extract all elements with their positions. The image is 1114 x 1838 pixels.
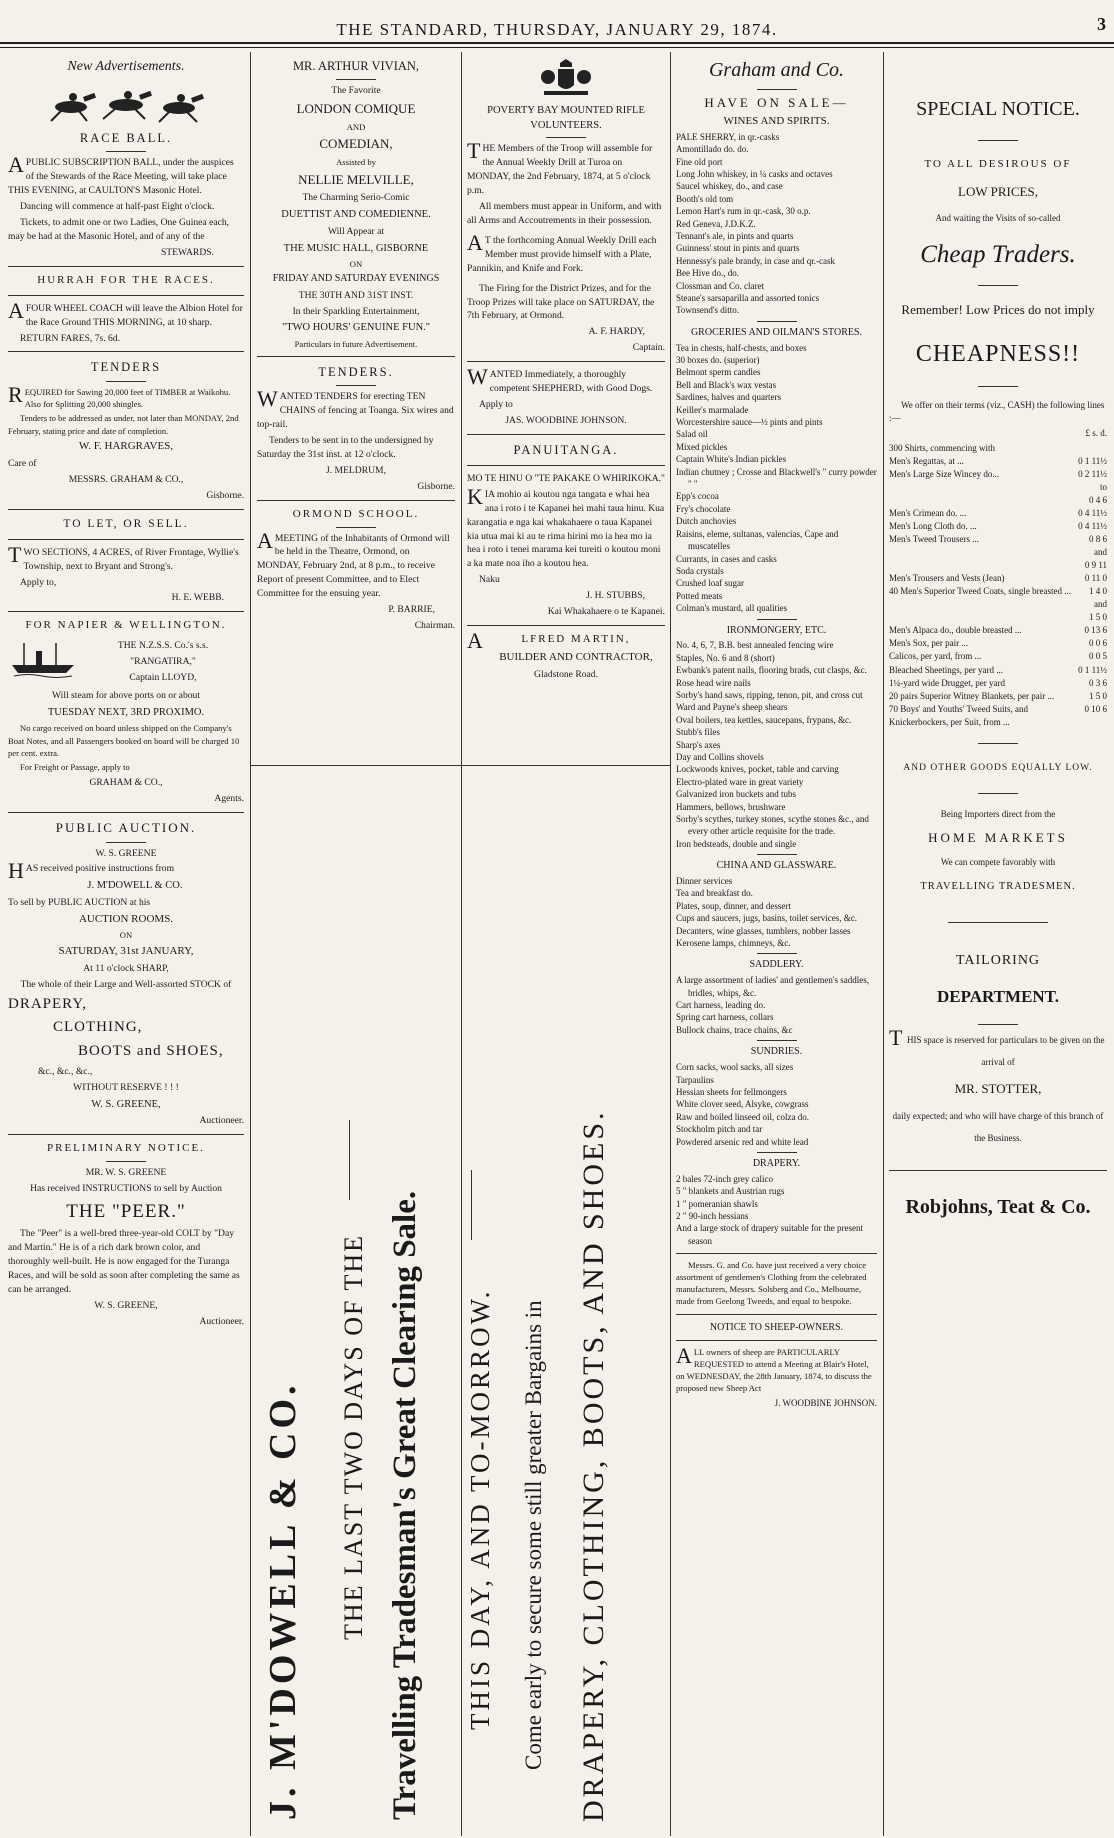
list-item: Stubb's files bbox=[676, 727, 720, 738]
list-item: Day and Collins shovels bbox=[676, 751, 764, 762]
vertical-ad-line-3: Travelling Tradesman's Great Clearing Sale. bbox=[387, 1190, 423, 1820]
list-item: Staples, No. 6 and 8 (short) bbox=[676, 652, 775, 663]
price-item-value: 0 0 6 bbox=[1089, 638, 1107, 649]
list-item: Salad oil bbox=[676, 429, 708, 440]
grocery-list bbox=[676, 342, 877, 615]
price-item-value: 0 4 11½ bbox=[1078, 507, 1107, 518]
list-item: Booth's old tom bbox=[676, 193, 734, 204]
list-item: Currants, in cases and casks bbox=[676, 553, 777, 564]
column-divider bbox=[883, 52, 884, 1836]
list-item: Worcestershire sauce—½ pints and pints bbox=[676, 417, 823, 428]
price-row bbox=[889, 507, 1107, 520]
newspaper-title: THE STANDARD, THURSDAY, JANUARY 29, 1874. bbox=[336, 20, 778, 39]
price-row bbox=[889, 637, 1107, 650]
price-item-value: 1 5 0 bbox=[1089, 690, 1107, 701]
vertical-ad-line-1: J. M'DOWELL & CO. bbox=[262, 1381, 304, 1820]
price-list bbox=[889, 442, 1107, 729]
to-let-title: TO LET, OR SELL. bbox=[63, 518, 189, 531]
list-item: Bell and Black's wax vestas bbox=[676, 379, 777, 390]
list-item: Raisins, eleme, sultanas, valencias, Cape and muscatelles bbox=[676, 528, 839, 552]
price-item-value: 0 2 11½ bbox=[1078, 468, 1107, 479]
price-row bbox=[889, 677, 1107, 690]
list-item: White clover seed, Alsyke, cowgrass bbox=[676, 1099, 809, 1110]
price-item-value: 0 4 6 bbox=[1089, 494, 1107, 505]
china-list bbox=[676, 875, 877, 949]
price-item-value: 0 1 11½ bbox=[1078, 664, 1107, 675]
price-item-value: and bbox=[1094, 599, 1107, 610]
price-row bbox=[889, 572, 1107, 585]
list-item: Tennant's ale, in pints and quarts bbox=[676, 230, 794, 241]
list-item: Colman's mustard, all qualities bbox=[676, 603, 788, 614]
list-item: 1 " pomeranian shawls bbox=[676, 1198, 758, 1209]
price-item-value: 1 4 0 bbox=[1089, 586, 1107, 597]
price-item-value: and bbox=[1094, 547, 1107, 558]
saddlery-list bbox=[676, 974, 877, 1036]
price-item-value: 0 9 11 bbox=[1084, 560, 1107, 571]
price-item-value: 0 1 11½ bbox=[1078, 455, 1107, 466]
price-row bbox=[889, 598, 1107, 611]
list-item: Soda crystals bbox=[676, 565, 724, 576]
list-item: 2 bales 72-inch grey calico bbox=[676, 1173, 773, 1184]
list-item: Crushed loaf sugar bbox=[676, 578, 744, 589]
price-item-name: Bleached Sheetings, per yard ... bbox=[889, 664, 1003, 675]
graham-heading: Graham and Co. bbox=[708, 59, 844, 81]
list-item: Corn sacks, wool sacks, all sizes bbox=[676, 1062, 794, 1073]
list-item: No. 4, 6, 7, B.B. best annealed fencing wire bbox=[676, 640, 834, 651]
list-item: Sorby's hand saws, ripping, tenon, pit, and cross cut bbox=[676, 689, 863, 700]
masthead bbox=[0, 0, 1114, 44]
list-item: Electro-plated ware in great variety bbox=[676, 776, 804, 787]
peer-heading: THE "PEER." bbox=[66, 1200, 186, 1222]
list-item: Tea in chests, half-chests, and boxes bbox=[676, 342, 807, 353]
price-item-value: 0 0 5 bbox=[1089, 651, 1107, 662]
price-item-name: Men's Sox, per pair ... bbox=[889, 638, 969, 649]
price-item-name: 20 pairs Superior Witney Blankets, per pair ... bbox=[889, 690, 1055, 701]
price-item-value: 1 5 0 bbox=[1089, 612, 1107, 623]
price-row bbox=[889, 494, 1107, 507]
list-item: Sardines, halves and quarters bbox=[676, 392, 781, 403]
list-item: Keiller's marmalade bbox=[676, 404, 749, 415]
list-item: Hessian sheets for fellmongers bbox=[676, 1086, 787, 1097]
list-item: Hammers, bellows, brushware bbox=[676, 801, 786, 812]
price-item-value: 0 10 6 bbox=[1084, 703, 1107, 714]
list-item: Guinness' stout in pints and quarts bbox=[676, 243, 800, 254]
list-item: Spring cart harness, collars bbox=[676, 1012, 774, 1023]
list-item: And a large stock of drapery suitable for the present season bbox=[676, 1223, 864, 1246]
list-item: Hennessy's pale brandy, in case and qr.-cask bbox=[676, 255, 835, 266]
column-divider bbox=[250, 52, 251, 1836]
race-horses-icon bbox=[41, 81, 211, 125]
page-number: 3 bbox=[1097, 14, 1106, 34]
price-row bbox=[889, 468, 1107, 481]
list-item: Oval boilers, tea kettles, saucepans, frypans, &c. bbox=[676, 714, 852, 725]
list-item: Plates, soup, dinner, and dessert bbox=[676, 900, 791, 911]
list-item: Galvanized iron buckets and tubs bbox=[676, 789, 796, 800]
list-item: Ewbank's patent nails, flooring brads, cut clasps, &c. bbox=[676, 665, 867, 676]
list-item: Potted meats bbox=[676, 590, 723, 601]
school-title: ORMOND SCHOOL. bbox=[292, 507, 420, 520]
list-item: Lemon Hart's rum in qr.-cask, 30 o.p. bbox=[676, 206, 811, 217]
price-item-name: Calicos, per yard, from ... bbox=[889, 651, 982, 662]
list-item: Tarpaulins bbox=[676, 1074, 714, 1085]
tenders-2-title: TENDERS. bbox=[318, 365, 394, 380]
wines-list bbox=[676, 131, 877, 317]
list-item: Stockholm pitch and tar bbox=[676, 1124, 763, 1135]
column-2: MR. ARTHUR VIVIAN, The Favorite LONDON COMIQUE AND COMEDIAN, Assisted by NELLIE MELVILLE, The Charming Serio-Comic DUETTIST AND COMEDIENNE. Will Appear at THE MUSIC HALL, GISBORNE ON FRIDAY AND SATURDAY EVENINGS THE 30TH AND 31ST INST. In their Sparkling Entertainment, "TWO HOURS' GENUINE FUN." Particulars in future Advertisement. TENDERS. WANTED TENDERS for erecting TEN CHAINS of fencing at Toanga. Six wires and top-rail. Tenders to be sent in to the undersigned by Saturday the 31st inst. at 12 o'clock. J. MELDRUM, Gisborne. ORMOND SCHOOL. AMEETING of the Inhabitants of Ormond will be held in the Theatre, Ormond, on MONDAY, February 2nd, at 8 p.m., to receive Report of present Committee, and to Elect Committee for the ensuing year. P. BARRIE, Chairman. bbox=[257, 59, 455, 631]
price-row bbox=[889, 585, 1107, 598]
price-row bbox=[889, 442, 1107, 455]
price-item-name: 70 Boys' and Youths' Tweed Suits, and Knickerbockers, per Suit, from ... bbox=[889, 703, 1028, 727]
list-item: 2 " 90-inch hessians bbox=[676, 1210, 749, 1221]
price-row bbox=[889, 455, 1107, 468]
list-item: A large assortment of ladies' and gentlemen's saddles, bridles, whips, &c. bbox=[676, 975, 870, 998]
price-item-name: Men's Large Size Wincey do... bbox=[889, 468, 1000, 479]
cheapness: CHEAPNESS!! bbox=[915, 340, 1081, 367]
list-item: Cart harness, leading do. bbox=[676, 1000, 766, 1011]
price-row bbox=[889, 650, 1107, 663]
cheap-traders: Cheap Traders. bbox=[920, 240, 1076, 268]
list-item: Steane's sarsaparilla and assorted tonics bbox=[676, 292, 820, 303]
price-row bbox=[889, 559, 1107, 572]
price-item-name: Men's Regattas, at ... bbox=[889, 455, 964, 466]
ad-top-rule bbox=[250, 765, 670, 766]
price-row bbox=[889, 481, 1107, 494]
masthead-rule bbox=[0, 42, 1114, 44]
column-4: Graham and Co. HAVE ON SALE— WINES AND SPIRITS. PALE SHERRY, in qr.-casks Amontillado do. do. Fine old port Long John whiskey, in ¼ casks and octaves Saucel whiskey, do., and case Booth's old tom Lemon Hart's rum in qr.-cask, 30 o.p. Red Geneva, J.D.K.Z. Tennant's ale, in pints and quarts Guinness' stout in pints and quarts Hennessy's pale brandy, in case and qr.-cask Bee Hive do., do. Clossman and Co. claret Steane's sarsaparilla and assorted tonics Townsend's ditto. GROCERIES AND OILMAN'S STORES. Tea in chests, half-chests, and boxes 30 boxes do. (superior) Belmont sperm candles Bell and Black's wax vestas Sardines, halves and quarters Keiller's marmalade Worcestershire sauce—½ pints and pints Salad oil Mixed pickles Captain White's Indian pickles Indian chutney ; Crosse and Blackwell's " curry powder " " Epp's cocoa Fry's chocolate Dutch anchovies Raisins, eleme, sultanas, valencias, Cape and muscatelles Currants, in cases and casks Soda crystals Crushed loaf sugar Potted meats Colman's mustard, all qualities IRONMONGERY, ETC. No. 4, 6, 7, B.B. best annealed fencing wire Staples, No. 6 and 8 (short) Ewbank's patent nails, flooring brads, cut clasps, &c. Rose head wire nails Sorby's hand saws, ripping, tenon, pit, and cross cut Ward and Payne's sheep shears Oval boilers, tea kettles, saucepans, frypans, &c. Stubb's files Sharp's axes Day and Collins shovels Lockwoods knives, pocket, table and carving Electro-plated ware in great variety Galvanized iron buckets and tubs Hammers, bellows, brushware Sorby's scythes, turkey stones, scythe stones &c., and every other article requisite for the trade. Iron bedsteads, double and single CHINA AND GLASSWARE. Dinner services Tea and breakfast do. Plates, soup, dinner, and dessert Cups and saucers, jugs, basins, toilet services, &c. Decanters, wine glasses, tumblers, nobber lasses Kerosene lamps, chimneys, &c. SADDLERY. A large assortment of ladies' and gentlemen's saddles, bridles, whips, &c. Cart harness, leading do. Spring cart harness, collars Bullock chains, trace chains, &c SUNDRIES. Corn sacks, wool sacks, all sizes Tarpaulins Hessian sheets for fellmongers White clover seed, Alsyke, cowgrass Raw and boiled linseed oil, colza do. Stockholm pitch and tar Powdered arsenic red and white lead DRAPERY. 2 bales 72-inch grey calico 5 " blankets and Austrian rugs 1 " pomeranian shawls 2 " 90-inch hessians And a large stock of drapery suitable for the present season Messrs. G. and Co. have just received a very choice assortment of gentlemen's Clothing from the celebrated manufacturers, Messrs. Solsberg and Co., Melbourne, made from Geelong Tweeds, and equal to bespoke. NOTICE TO SHEEP-OWNERS. ALL owners of sheep are PARTICULARLY REQUESTED to attend a Meeting at Blair's Hotel, on WEDNESDAY, the 28th January, 1874, to discuss the proposed new Sheep Act J. WOODBINE JOHNSON. bbox=[676, 59, 877, 1408]
panuitanga-title: PANUITANGA. bbox=[513, 442, 619, 457]
price-item-name: Men's Long Cloth do. ... bbox=[889, 520, 977, 531]
rifle-title: POVERTY BAY MOUNTED RIFLE VOLUNTEERS. bbox=[487, 105, 645, 132]
price-row bbox=[889, 624, 1107, 637]
vertical-ad-line-4: THIS DAY, AND TO-MORROW. bbox=[465, 1288, 495, 1730]
list-item: PALE SHERRY, in qr.-casks bbox=[676, 131, 780, 142]
list-item: Belmont sperm candles bbox=[676, 367, 761, 378]
list-item: Amontillado do. do. bbox=[676, 144, 749, 155]
race-ball-title: RACE BALL. bbox=[79, 131, 173, 146]
coat-of-arms-icon bbox=[536, 59, 596, 99]
hurrah-title: HURRAH FOR THE RACES. bbox=[37, 273, 215, 286]
list-item: Decanters, wine glasses, tumblers, nobber lasses bbox=[676, 925, 851, 936]
vertical-ad-line-5: Come early to secure some still greater Bargains in bbox=[521, 1300, 546, 1770]
steamship-icon bbox=[8, 637, 78, 679]
list-item: Lockwoods knives, pocket, table and carving bbox=[676, 764, 839, 775]
list-item: Long John whiskey, in ¼ casks and octaves bbox=[676, 168, 833, 179]
list-item: Ward and Payne's sheep shears bbox=[676, 702, 788, 713]
list-item: Bullock chains, trace chains, &c bbox=[676, 1024, 793, 1035]
vivian-title: MR. ARTHUR VIVIAN, bbox=[292, 59, 420, 73]
price-item-value: 0 11 0 bbox=[1084, 573, 1107, 584]
mcdowell-vertical-ad bbox=[257, 770, 685, 1830]
price-item-name: 40 Men's Superior Tweed Coats, single breasted ... bbox=[889, 586, 1072, 597]
tenders-title: TENDERS bbox=[90, 360, 162, 375]
race-ball-body: APUBLIC SUBSCRIPTION BALL, under the auspices of the Stewards of the Race Meeting, will take place THIS EVENING, at CAULTON'S Masonic Hotel. bbox=[8, 152, 234, 197]
new-ads-heading: New Advertisements. bbox=[67, 59, 185, 74]
list-item: Saucel whiskey, do., and case bbox=[676, 181, 783, 192]
price-item-value: 0 3 6 bbox=[1089, 677, 1107, 688]
list-item: 5 " blankets and Austrian rugs bbox=[676, 1186, 785, 1197]
price-item-name: 300 Shirts, commencing with bbox=[889, 442, 995, 453]
martin-title: ALFRED MARTIN, bbox=[467, 627, 631, 653]
price-item-name: 1¼-yard wide Drugget, per yard bbox=[889, 677, 1005, 688]
robjohns-teat: Robjohns, Teat & Co. bbox=[905, 1195, 1091, 1218]
price-item-name: Men's Trousers and Vests (Jean) bbox=[889, 573, 1005, 584]
column-5: SPECIAL NOTICE. TO ALL DESIROUS OF LOW PRICES, And waiting the Visits of so-called Cheap Traders. Remember! Low Prices do not imply CHEAPNESS!! We offer on their terms (viz., CASH) the following lines :— £ s. d. 300 Shirts, commencing with Men's Regattas, at ... 0 1 11½ Men's Large Size Wincey do... 0 2 11½ to 0 4 6 Men's Crimean do. ... 0 4 11½ Men's Long Cloth do. ... 0 4 11½ Men's Tweed Trousers ... 0 8 6 and 0 9 11 Men's Trousers and Vests (Jean) 0 11 0 40 Men's Superior Tweed Coats, single breasted ... 1 4 0 and 1 5 0 Men's Alpaca do., double breasted ... 0 13 6 Men's Sox, per pair ... 0 0 6 Calicos, per yard, from ... 0 0 5 Bleached Sheetings, per yard ... 0 1 11½ 1¼-yard wide Drugget, per yard 0 3 6 20 pairs Superior Witney Blankets, per pair ... 1 5 0 70 Boys' and Youths' Tweed Suits, and Knickerbockers, per Suit, from ... 0 10 6 AND OTHER GOODS EQUALLY LOW. Being Importers direct from the HOME MARKETS We can compete favorably with TRAVELLING TRADESMEN. TAILORING DEPARTMENT. THIS space is reserved for particulars to be given on the arrival of MR. STOTTER, daily expected; and who will have charge of this branch of the Business. Robjohns, Teat & Co. bbox=[889, 55, 1107, 1833]
list-item: Indian chutney ; Crosse and Blackwell's " curry powder " " bbox=[676, 466, 877, 490]
price-row bbox=[889, 664, 1107, 677]
list-item: Powdered arsenic red and white lead bbox=[676, 1136, 809, 1147]
list-item: Red Geneva, J.D.K.Z. bbox=[676, 218, 756, 229]
column-3: POVERTY BAY MOUNTED RIFLE VOLUNTEERS. THE Members of the Troop will assemble for the Annual Weekly Drill at Turoa on MONDAY, the 2nd February, 1874, at 5 o'clock p.m. All members must appear in Uniform, and with all Arms and Accoutrements in their possession. AT the forthcoming Annual Weekly Drill each Member must provide himself with a Plate, Pannikin, and Knife and Fork. The Firing for the District Prizes, and for the Troop Prizes will take place on SATURDAY, the 7th February, at Ormond. A. F. HARDY, Captain. WANTED Immediately, a thoroughly competent SHEPHERD, with Good Dogs. Apply to JAS. WOODBINE JOHNSON. PANUITANGA. MO TE HINU O "TE PAKAKE O WHIRIKOKA." KIA mohio ai koutou nga tangata e whai hea ana i roto i te Kapanei hei mahi taua hinu. Kua karangatia e nga kai whakahaere o taua Kapanei kia utua mai ki au te rima hirini mo ia hea mo ia hea i roto i tenei marama kei tureiti o koutou moni a ka mate noa iho a koutou hea. Naku J. H. STUBBS, Kai Whakahaere o te Kapanei. ALFRED MARTIN, BUILDER AND CONTRACTOR, Gladstone Road. bbox=[467, 55, 665, 763]
price-row bbox=[889, 520, 1107, 533]
list-item: Iron bedsteads, double and single bbox=[676, 838, 797, 849]
list-item: Cups and saucers, jugs, basins, toilet services, &c. bbox=[676, 913, 857, 924]
list-item: 30 boxes do. (superior) bbox=[676, 355, 760, 365]
price-item-value: 0 13 6 bbox=[1084, 625, 1107, 636]
price-item-name: Men's Alpaca do., double breasted ... bbox=[889, 625, 1022, 636]
price-item-name: Men's Crimean do. ... bbox=[889, 507, 967, 518]
vertical-ad-line-6: DRAPERY, CLOTHING, BOOTS, AND SHOES. bbox=[577, 1109, 610, 1822]
sheep-title: NOTICE TO SHEEP-OWNERS. bbox=[709, 1321, 844, 1333]
price-row bbox=[889, 703, 1107, 729]
preliminary-title: PRELIMINARY NOTICE. bbox=[47, 1141, 205, 1154]
list-item: Fry's chocolate bbox=[676, 503, 731, 514]
list-item: Townsend's ditto. bbox=[676, 305, 739, 316]
masthead-rule-thin bbox=[0, 47, 1114, 48]
price-row bbox=[889, 690, 1107, 703]
price-item-value: 0 4 11½ bbox=[1078, 520, 1107, 531]
list-item: Rose head wire nails bbox=[676, 677, 751, 688]
list-item: Captain White's Indian pickles bbox=[676, 454, 787, 465]
list-item: Sharp's axes bbox=[676, 739, 721, 750]
list-item: Kerosene lamps, chimneys, &c. bbox=[676, 938, 791, 949]
list-item: Fine old port bbox=[676, 156, 723, 167]
napier-title: FOR NAPIER & WELLINGTON. bbox=[25, 619, 227, 632]
list-item: Dutch anchovies bbox=[676, 516, 737, 527]
price-row bbox=[889, 546, 1107, 559]
price-item-name: Men's Tweed Trousers ... bbox=[889, 534, 979, 545]
list-item: Tea and breakfast do. bbox=[676, 888, 753, 899]
list-item: Epp's cocoa bbox=[676, 491, 719, 502]
special-notice: SPECIAL NOTICE. bbox=[916, 98, 1080, 120]
column-1: New Advertisements. RACE BALL. APUBLIC SUBSCRIPTION BALL, under the auspices of the Stewards of the Race Meeting, will take place THIS EVENING, at CAULTON'S Masonic Hotel. Dancing will commence at half-past Eight o'clock. Tickets, to admit one or two Ladies, One Guinea each, may be had at the Masonic Hotel, and of any of the STEWARDS. HURRAH FOR THE RACES. AFOUR WHEEL COACH will leave the Albion Hotel for the Race Ground THIS MORNING, at 10 sharp. RETURN FARES, 7s. 6d. TENDERS REQUIRED for Sawing 20,000 feet of TIMBER at Waikohu. Also for Splitting 20,000 shingles. Tenders to be addressed as under, not later than MONDAY, 2nd February, stating price and date of completion. W. F. HARGRAVES, Care of MESSRS. GRAHAM & CO., Gisborne. TO LET, OR SELL. TWO SECTIONS, 4 ACRES, of River Frontage, Wyllie's Township, next to Bryant and Strong's. Apply to, H. E. WEBB. FOR NAPIER & WELLINGTON. THE N.Z.S.S. Co.'s s.s. "RANGATIRA," Captain LLOYD, Will steam for above ports on or about TUESDAY NEXT, 3RD PROXIMO. No cargo received on board unless shipped on the Company's Boat Notes, and all Passengers booked on board will be charged 10 per cent. extra. For Freight or Passage, apply to GRAHAM & CO., Agents. PUBLIC AUCTION. W. S. GREENE HAS received positive instructions from J. M'DOWELL & CO. To sell by PUBLIC AUCTION at his AUCTION ROOMS. ON SATURDAY, 31st JANUARY, At 11 o'clock SHARP, The whole of their Large and Well-assorted STOCK of DRAPERY, CLOTHING, BOOTS and SHOES, &c., &c., &c., WITHOUT RESERVE ! ! ! W. S. GREENE, Auctioneer. PRELIMINARY NOTICE. MR. W. S. GREENE Has received INSTRUCTIONS to sell by Auction THE "PEER." The "Peer" is a well-bred three-year-old COLT by "Day and Martin." He is of a rich dark brown color, and thoroughly well-built. He is now engaged for the Turanga Races, and will be sold as soon after completing the same as can be arranged. W. S. GREENE, Auctioneer. bbox=[8, 59, 244, 1327]
list-item: Bee Hive do., do. bbox=[676, 268, 739, 279]
price-row bbox=[889, 533, 1107, 546]
auction-title: PUBLIC AUCTION. bbox=[55, 819, 197, 835]
sundries-list bbox=[676, 1061, 877, 1148]
price-row bbox=[889, 611, 1107, 624]
list-item: Dinner services bbox=[676, 876, 733, 887]
list-item: Mixed pickles bbox=[676, 441, 728, 452]
list-item: Raw and boiled linseed oil, colza do. bbox=[676, 1111, 809, 1122]
price-item-value: to bbox=[1099, 481, 1107, 492]
vertical-ad-line-2: THE LAST TWO DAYS OF THE bbox=[339, 1233, 368, 1640]
drapery-list bbox=[676, 1173, 877, 1247]
ironmongery-list bbox=[676, 639, 877, 850]
list-item: Clossman and Co. claret bbox=[676, 280, 764, 291]
price-item-value: 0 8 6 bbox=[1089, 534, 1107, 545]
list-item: Sorby's scythes, turkey stones, scythe stones &c., and every other article requisite for the trade. bbox=[676, 814, 869, 837]
hurrah-body: AFOUR WHEEL COACH will leave the Albion Hotel for the Race Ground THIS MORNING, at 10 sharp. bbox=[8, 297, 243, 328]
